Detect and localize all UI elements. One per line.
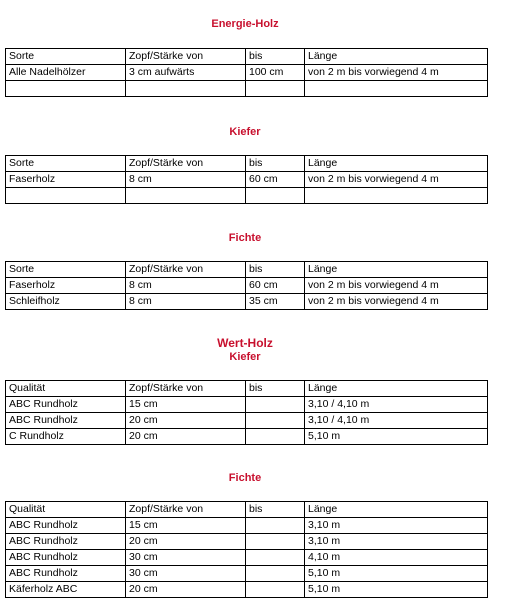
table-cell: Käferholz ABC <box>6 582 126 598</box>
table-cell: Alle Nadelhölzer <box>6 65 126 81</box>
wert-holz-heading: Wert-Holz <box>217 336 273 350</box>
table-cell: 3,10 / 4,10 m <box>305 413 488 429</box>
table-cell: 3,10 / 4,10 m <box>305 397 488 413</box>
header-cell: Qualität <box>6 381 126 397</box>
table-cell <box>246 534 305 550</box>
table-cell <box>6 188 126 204</box>
table-cell: 20 cm <box>126 534 246 550</box>
table-row <box>6 188 488 204</box>
table-cell <box>126 81 246 97</box>
table-header-row <box>6 381 488 397</box>
table-cell: ABC Rundholz <box>6 566 126 582</box>
fichte-table <box>5 261 488 310</box>
table-cell: Faserholz <box>6 172 126 188</box>
header-cell: Sorte <box>6 49 126 65</box>
table-cell: Schleifholz <box>6 294 126 310</box>
table-cell: 15 cm <box>126 518 246 534</box>
table-cell: von 2 m bis vorwiegend 4 m <box>305 172 488 188</box>
header-cell: bis <box>246 381 305 397</box>
header-cell: Zopf/Stärke von <box>126 381 246 397</box>
table-cell: ABC Rundholz <box>6 518 126 534</box>
table-row <box>6 550 488 566</box>
table-cell <box>246 566 305 582</box>
table-header-row <box>6 262 488 278</box>
table-cell: 5,10 m <box>305 566 488 582</box>
header-cell: Sorte <box>6 156 126 172</box>
table-cell: 60 cm <box>246 172 305 188</box>
table-cell <box>246 81 305 97</box>
energie-holz-heading: Energie-Holz <box>211 18 279 30</box>
header-cell: Länge <box>305 262 488 278</box>
header-cell: bis <box>246 156 305 172</box>
kiefer-heading: Kiefer <box>229 126 261 138</box>
table-cell: 4,10 m <box>305 550 488 566</box>
header-cell: Zopf/Stärke von <box>126 502 246 518</box>
table-cell: ABC Rundholz <box>6 413 126 429</box>
table-cell <box>6 81 126 97</box>
table-row <box>6 397 488 413</box>
table-cell: von 2 m bis vorwiegend 4 m <box>305 294 488 310</box>
table-row <box>6 429 488 445</box>
header-cell: Länge <box>305 502 488 518</box>
header-cell: Zopf/Stärke von <box>126 49 246 65</box>
table-cell: Faserholz <box>6 278 126 294</box>
table-cell <box>246 550 305 566</box>
header-cell: Zopf/Stärke von <box>126 156 246 172</box>
header-cell: bis <box>246 262 305 278</box>
table-row <box>6 534 488 550</box>
header-cell: bis <box>246 502 305 518</box>
table-cell: C Rundholz <box>6 429 126 445</box>
table-cell: 3,10 m <box>305 518 488 534</box>
table-cell: 30 cm <box>126 566 246 582</box>
wert-fichte-table <box>5 501 488 598</box>
table-cell <box>246 582 305 598</box>
header-cell: Sorte <box>6 262 126 278</box>
table-cell <box>246 188 305 204</box>
table-cell: von 2 m bis vorwiegend 4 m <box>305 65 488 81</box>
table-cell: 5,10 m <box>305 429 488 445</box>
table-header-row <box>6 156 488 172</box>
table-cell <box>246 413 305 429</box>
table-cell: ABC Rundholz <box>6 534 126 550</box>
table-cell: 8 cm <box>126 278 246 294</box>
table-row <box>6 294 488 310</box>
table-cell: 20 cm <box>126 582 246 598</box>
header-cell: Zopf/Stärke von <box>126 262 246 278</box>
table-cell: 20 cm <box>126 413 246 429</box>
header-cell: Länge <box>305 156 488 172</box>
table-cell: 30 cm <box>126 550 246 566</box>
table-header-row <box>6 49 488 65</box>
table-cell: 3,10 m <box>305 534 488 550</box>
table-cell <box>305 81 488 97</box>
wert-kiefer-heading: Kiefer <box>229 351 261 363</box>
table-cell: ABC Rundholz <box>6 397 126 413</box>
table-cell: 8 cm <box>126 294 246 310</box>
table-row <box>6 582 488 598</box>
energie-holz-table <box>5 48 488 97</box>
table-cell <box>246 429 305 445</box>
header-cell: bis <box>246 49 305 65</box>
header-cell: Länge <box>305 49 488 65</box>
table-cell: 20 cm <box>126 429 246 445</box>
table-row <box>6 518 488 534</box>
header-cell: Qualität <box>6 502 126 518</box>
header-cell: Länge <box>305 381 488 397</box>
table-cell: ABC Rundholz <box>6 550 126 566</box>
table-cell: von 2 m bis vorwiegend 4 m <box>305 278 488 294</box>
table-cell: 35 cm <box>246 294 305 310</box>
table-row <box>6 278 488 294</box>
table-row <box>6 81 488 97</box>
table-cell: 60 cm <box>246 278 305 294</box>
table-cell: 5,10 m <box>305 582 488 598</box>
kiefer-table <box>5 155 488 204</box>
table-cell: 8 cm <box>126 172 246 188</box>
table-cell <box>126 188 246 204</box>
table-cell: 100 cm <box>246 65 305 81</box>
table-cell <box>246 518 305 534</box>
table-cell: 15 cm <box>126 397 246 413</box>
wert-kiefer-table <box>5 380 488 445</box>
table-cell: 3 cm aufwärts <box>126 65 246 81</box>
table-row <box>6 65 488 81</box>
table-row <box>6 172 488 188</box>
table-row <box>6 413 488 429</box>
table-cell <box>246 397 305 413</box>
table-header-row <box>6 502 488 518</box>
wert-fichte-heading: Fichte <box>228 472 262 484</box>
table-cell <box>305 188 488 204</box>
fichte-heading: Fichte <box>228 232 262 244</box>
table-row <box>6 566 488 582</box>
